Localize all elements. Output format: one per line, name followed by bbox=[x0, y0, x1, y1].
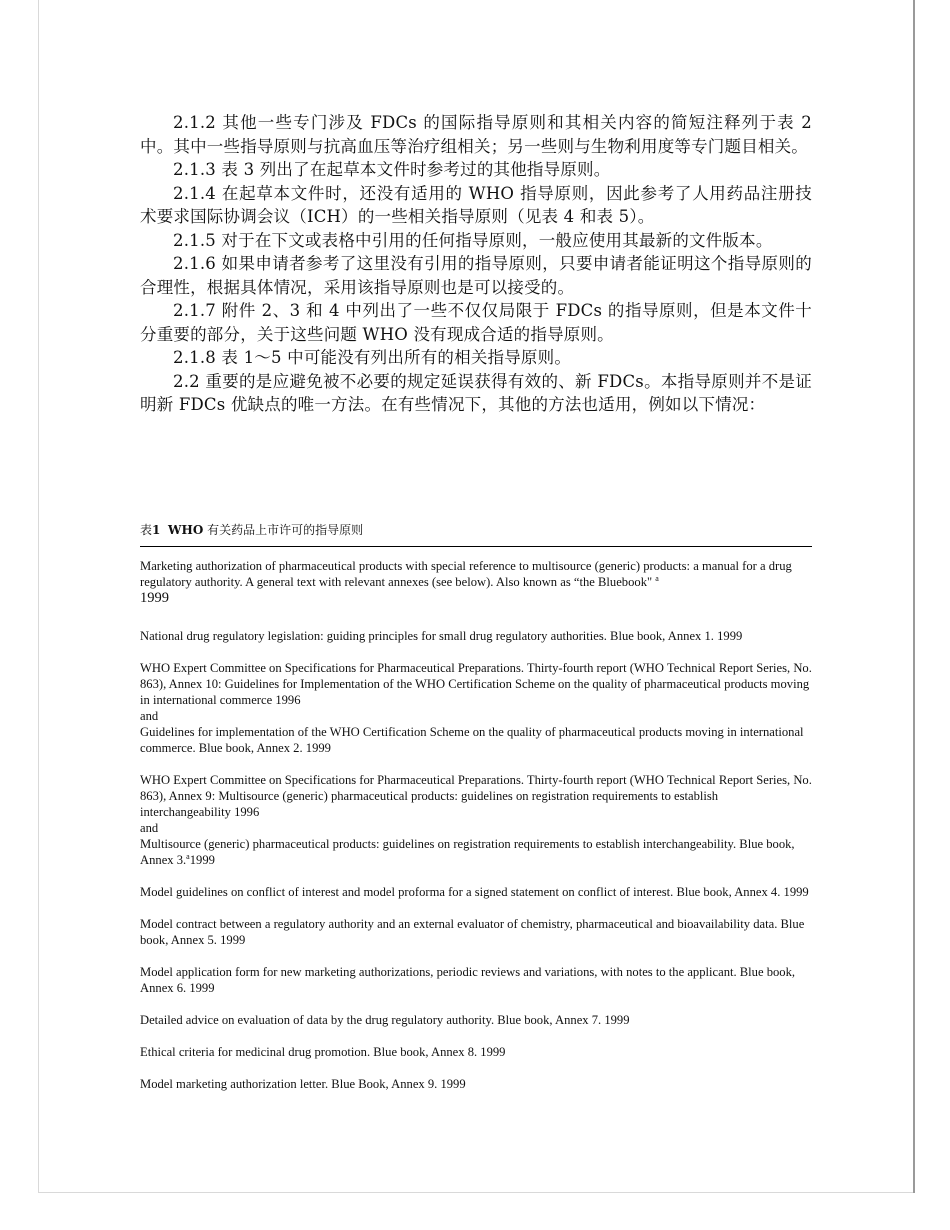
entry-text: Model application form for new marketing authorizations, periodic reviews and variations, with notes to the applicant. Blue book, Annex 6. 1999 bbox=[140, 965, 796, 995]
paragraph-2-1-4: 2.1.4 在起草本文件时，还没有适用的 WHO 指导原则，因此参考了人用药品注册技术要求国际协调会议（ICH）的一些相关指导原则（见表 4 和表 5）。 bbox=[140, 183, 812, 226]
table-1-top-rule bbox=[140, 546, 812, 547]
entry-text: National drug regulatory legislation: guiding principles for small drug regulatory authorities. Blue book, Annex 1. 1999 bbox=[140, 629, 743, 643]
table-entry-annex-8 bbox=[140, 1044, 812, 1060]
table-entry-annex-3 bbox=[140, 772, 812, 868]
entry-text: Model marketing authorization letter. Blue Book, Annex 9. 1999 bbox=[140, 1077, 466, 1091]
entry-year-2: 1999 bbox=[189, 853, 215, 867]
paragraph-2-1-7: 2.1.7 附件 2、3 和 4 中列出了一些不仅仅局限于 FDCs 的指导原则，但是本文件十分重要的部分，关于这些问题 WHO 没有现成合适的指导原则。 bbox=[140, 301, 812, 344]
paragraph-2-1-8: 2.1.8 表 1～5 中可能没有列出所有的相关指导原则。 bbox=[173, 348, 572, 367]
page-border-bottom bbox=[38, 1192, 914, 1193]
table-1-body bbox=[140, 558, 812, 1108]
paragraph-2-2: 2.2 重要的是应避免被不必要的规定延误获得有效的、新 FDCs。本指导原则并不是证明新 FDCs 优缺点的唯一方法。在有些情况下，其他的方法也适用，例如以下情况： bbox=[140, 371, 812, 414]
caption-who: WHO bbox=[168, 523, 204, 537]
table-entry-annex-6 bbox=[140, 964, 812, 996]
table-entry-annex-1 bbox=[140, 628, 812, 644]
page-border-right bbox=[913, 0, 915, 1193]
table-entry-bluebook bbox=[140, 558, 812, 606]
caption-number: 1 bbox=[152, 523, 161, 537]
table-entry-annex-7 bbox=[140, 1012, 812, 1028]
entry-text: WHO Expert Committee on Specifications for Pharmaceutical Preparations. Thirty-fourth report (WHO Technical Report Series, No. 863), Annex 9: Multisource (generic) pharmaceutical products: guidelines on registration requirements to establish interchangeability 1996 bbox=[140, 773, 812, 819]
entry-text: Model guidelines on conflict of interest and model proforma for a signed statement on conflict of interest. Blue book, Annex 4. 1999 bbox=[140, 885, 809, 899]
body-text bbox=[140, 111, 812, 417]
paragraph-2-1-5: 2.1.5 对于在下文或表格中引用的任何指导原则，一般应使用其最新的文件版本。 bbox=[173, 230, 773, 250]
entry-text: WHO Expert Committee on Specifications for Pharmaceutical Preparations. Thirty-fourth report (WHO Technical Report Series, No. 863), Annex 10: Guidelines for Implementation of the WHO Certification Scheme on the quality of pharmaceutical products moving in international commerce 1996 bbox=[140, 661, 812, 707]
entry-and: and bbox=[140, 709, 159, 723]
entry-text: Ethical criteria for medicinal drug promotion. Blue book, Annex 8. 1999 bbox=[140, 1045, 506, 1059]
table-1-caption bbox=[140, 522, 363, 538]
entry-text: Detailed advice on evaluation of data by the drug regulatory authority. Blue book, Annex 7. 1999 bbox=[140, 1013, 630, 1027]
table-entry-annex-9 bbox=[140, 1076, 812, 1092]
paragraph-2-1-2: 2.1.2 其他一些专门涉及 FDCs 的国际指导原则和其相关内容的简短注释列于表 2 中。其中一些指导原则与抗高血压等治疗组相关；另一些则与生物利用度等专门题目相关。 bbox=[140, 113, 812, 156]
footnote-marker: a bbox=[186, 851, 190, 861]
entry-text: Marketing authorization of pharmaceutical products with special reference to multisource (generic) products: a manual for a drug regulatory authority. A general text with relevant annexes (see below). Also known as “the Bluebook" bbox=[140, 559, 792, 589]
table-entry-annex-5 bbox=[140, 916, 812, 948]
table-entry-annex-4 bbox=[140, 884, 812, 900]
entry-text: Model contract between a regulatory authority and an external evaluator of chemistry, pharmaceutical and bioavailability data. Blue book, Annex 5. 1999 bbox=[140, 917, 805, 947]
entry-and: and bbox=[140, 821, 159, 835]
paragraph-2-1-3: 2.1.3 表 3 列出了在起草本文件时参考过的其他指导原则。 bbox=[173, 160, 611, 179]
entry-year: 1999 bbox=[140, 590, 169, 606]
caption-rest: 有关药品上市许可的指导原则 bbox=[203, 523, 364, 537]
caption-prefix: 表 bbox=[140, 523, 153, 537]
paragraph-2-1-6: 2.1.6 如果申请者参考了这里没有引用的指导原则，只要申请者能证明这个指导原则的合理性，根据具体情况，采用该指导原则也是可以接受的。 bbox=[140, 254, 812, 297]
page-border-left bbox=[38, 0, 39, 1192]
table-entry-annex-2 bbox=[140, 660, 812, 756]
entry-text-2: Guidelines for implementation of the WHO Certification Scheme on the quality of pharmaceutical products moving in international commerce. Blue book, Annex 2. 1999 bbox=[140, 725, 804, 755]
footnote-marker: a bbox=[655, 573, 659, 583]
entry-text-2: Multisource (generic) pharmaceutical products: guidelines on registration requirements to establish interchangeability. Blue book, Annex 3. bbox=[140, 837, 795, 867]
